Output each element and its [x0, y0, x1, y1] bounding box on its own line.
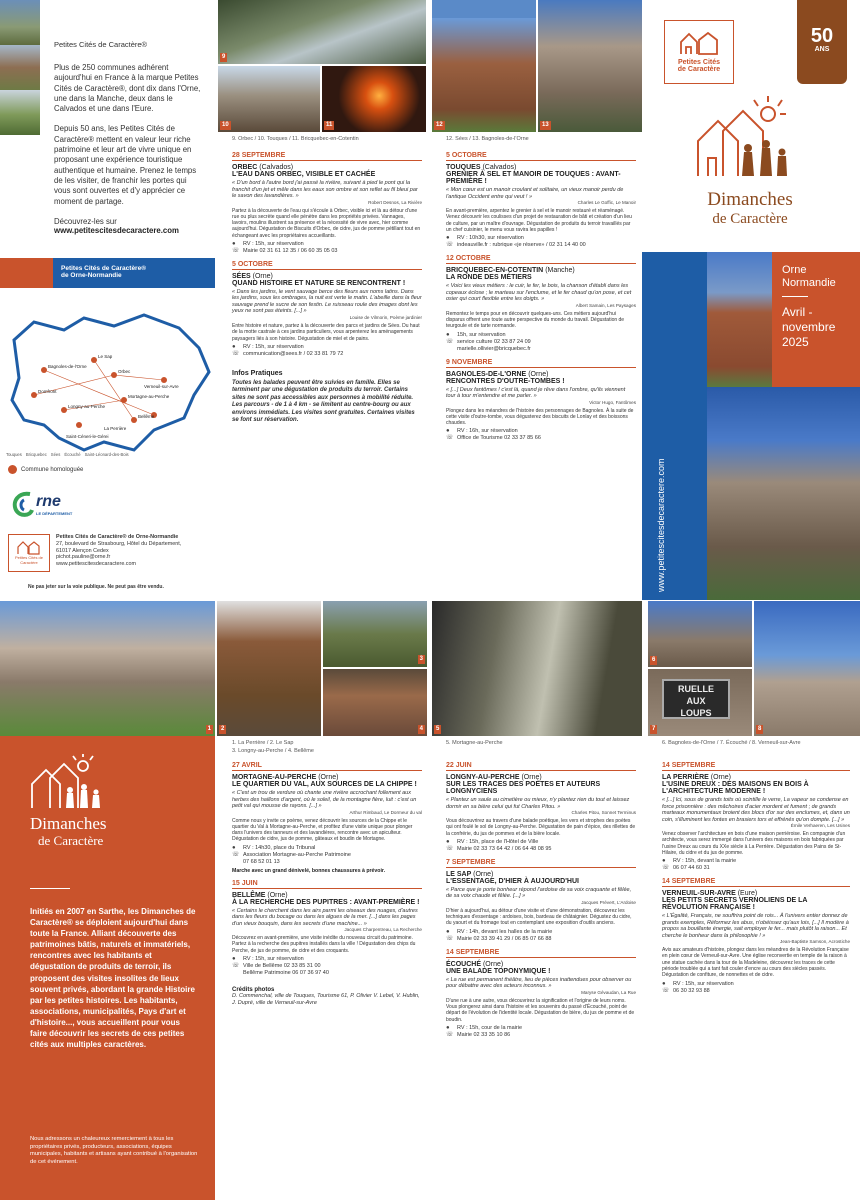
event-text: Venez observer l'architecture en bois d'une maison perriéroise. En compagnie d'un architecte, vous serez immergé dans l'univers des maisons en bois fabriquées par l'usine Dreux au cours du XXe siècle à La Perrière. Dégustation des Pains de St-Hilaire, du cidre et du jus de pomme. [662, 831, 846, 856]
location-pin-icon: ● [662, 858, 666, 865]
phone-icon: ☏ [446, 845, 454, 852]
map-town-5: Le Sap [98, 354, 113, 359]
event-date: 15 JUIN [232, 880, 422, 889]
event-date: 12 OCTOBRE [446, 255, 636, 264]
cover-brand-line1: Dimanches [707, 189, 793, 210]
houses-icon [17, 541, 41, 555]
event-quote: « L'Égalité, Français, ne souffrira point de rois... À l'univers entier donnez de grands exemples, Réformez les abus, n'obéissez qu'aux lois, [...] Il modère à propos sa bouillante énergie, sait employer le fer... mais plutôt la raison... Et cherche le bonheur dans la philosophie ! » [662, 913, 849, 939]
back-text: Initiés en 2007 en Sarthe, les Dimanches de Caractère® se déploient aujourd'hui dans toute la France. Alliant découverte des patrimoines bâtis, naturels et immatériels, rencontres avec les habitants et dégustation de produits de terroir, ils proposent des visites insolites de lieux souvent privés, abordant la grande Histoire par les petites histoires. Les habitants, associations, municipalités, Pays d'art et d'histoire..., vous accueillent pour vous faire découvrir les secrets de ces petites cités aux multiples caractères. [30, 907, 196, 1050]
event-rv: ● RV : 14h, devant les halles de la mairie [446, 928, 553, 935]
ruelle-aux-loups-sign: RUELLE AUX LOUPS [662, 679, 730, 719]
photo-number: 7 [652, 726, 656, 732]
photo-top-sky [432, 0, 536, 18]
orne-map [4, 300, 214, 460]
credits-text: D. Commenchal, ville de Touques, Tourisme 61, P. Olivier V. Lebel, V. Hublin, J. Dupré, ville de Verneuil-sur-Avre [232, 993, 420, 1007]
caption-bottom-1: 1. La Perrière / 2. Le Sap [232, 740, 294, 746]
photo-number: 4 [419, 726, 423, 732]
event-contact: ☏ Mairie 02 33 39 41 29 / 06 85 07 66 88 [446, 935, 552, 942]
cover-region1: Orne [782, 264, 807, 276]
event-contact: ☏ Office de Tourisme 02 33 37 85 66 [446, 435, 541, 442]
fifty-years-label: ANS [814, 46, 830, 53]
event-rv: ● RV : 15h, sur réservation [232, 343, 304, 350]
dimanches-illustration [688, 96, 798, 178]
cover-brand [680, 190, 820, 228]
photo-number: 5 [436, 726, 440, 732]
caption-bottom-4: 6. Bagnoles-de-l'Orne / 7. Écouché / 8. Verneuil-sur-Avre [662, 740, 801, 746]
photo-number: 12 [436, 122, 443, 128]
contact-url[interactable]: www.petitescitesdecaractere.com [56, 561, 136, 568]
pcc-logo-line2: de Caractère [677, 65, 721, 73]
map-band-line1: Petites Cités de Caractère® [61, 265, 146, 272]
event-quote: « Parce que je porte bonheur répond l'ardoise de sa voix craquante et fêlée, de sa voix chaude et fêlée. [...] » [446, 886, 632, 900]
map-town-9: Saint-Céneri-le-Gérei [66, 434, 109, 439]
event-rv: ● RV : 10h30, sur réservation [446, 235, 524, 242]
cover-vertical-url[interactable]: www.petitescitesdecaractere.com [656, 458, 666, 592]
map-town-7: Bagnoles-de-l'Orne [48, 364, 87, 369]
event-town: BRICQUEBEC-EN-COTENTIN (Manche) [446, 267, 575, 275]
location-pin-icon: ● [232, 956, 236, 963]
event-contact: ☏ communication@sees.fr / 02 33 81 79 72 [232, 350, 344, 357]
map-town-extra: Écouché [64, 452, 81, 457]
cover-divider [782, 296, 808, 297]
location-pin-icon: ● [446, 235, 450, 242]
column-far-right-bottom [662, 758, 850, 995]
location-pin-icon: ● [232, 343, 236, 350]
contact-org: Petites Cités de Caractère® de Orne-Normandie [56, 534, 179, 540]
map-town-2: Verneuil-sur-Avre [144, 384, 179, 389]
event-quote: « C'est un trou de verdure où chante une rivière accrochant follement aux herbes des haillons d'argent, où le soleil, de la montagne fière, luit : c'est un petit val qui mousse de rayons. [...] » [232, 790, 417, 809]
phone-icon: ☏ [662, 865, 670, 872]
event-text: En avant-première, arpentez le grenier à sel et le manoir restauré et réaménagé. Venez découvrir les coulisses d'un projet de restauration de bâti et création d'un lieu de culture, par un maître d'ouvrage. Dégustation de produits du terroir travaillés par un chef cuisinier, le menu vous ravira les papilles ! [446, 208, 632, 233]
photo-12 [432, 18, 536, 132]
map-extra-towns [6, 452, 211, 457]
column-right-top [446, 148, 636, 442]
phone-icon: ☏ [446, 1031, 454, 1038]
no-litter-note: Ne pas jeter sur la voie publique. Ne peut pas être vendu. [28, 584, 164, 590]
contact-addr1: 27, boulevard de Strasbourg, Hôtel du Département, [56, 540, 182, 547]
location-pin-icon: ● [446, 838, 450, 845]
column-right-bottom [446, 758, 636, 1039]
event-text: Découvrez en avant-première, une visite inédite du nouveau circuit du patrimoine. Partez à la recherche des pupitres installés dans la ville ! Dégustation des chips du Perche, de jus de pomme, de cidre et des croquants. [232, 935, 416, 954]
orne-logo-name: rne [36, 492, 61, 510]
photo-number: 10 [222, 122, 229, 128]
event-title: RENCONTRES D'OUTRE-TOMBES ! [446, 377, 565, 385]
photo-number[interactable]: 1 [207, 726, 211, 732]
phone-icon: ☏ [232, 247, 240, 254]
event-title: L'EAU DANS ORBEC, VISIBLE ET CACHÉE [232, 171, 376, 178]
event-author: Charles Le Goffic, Le Manoir [577, 200, 636, 205]
event-text: Comme nous y invite ce poème, venez découvrir les sources de la Chippe et le quartier du Val à Mortagne-au-Perche, et profitez d'une visite unique pour plonger dans l'univers des tanneurs et des lavandières, rencontre avec un apiculteur. Dégustation de cidre, jus de pomme, gâteaux et boudin de Mortagne. [232, 817, 413, 843]
event-title: LE QUARTIER DU VAL, AUX SOURCES DE LA CHIPPE ! [232, 781, 417, 788]
event-quote: « [...] Ici, sous de grands toits où scintille le verre, La vapeur se condense en force prisonnière : des mâchoires d'acier mordent et fument ; de grands marteaux monumentaux broient des blocs d'or sur des enclumes, et, dans un coin, s'illuminent les fontes en brasiers tors et effrénés qu'on dompte. [...] » [662, 797, 850, 823]
event-author: Jean-Baptiste Samson, Acrostiche [780, 939, 850, 945]
location-pin-icon: ● [232, 844, 236, 851]
event-contact: ☏ Mairie 02 33 35 10 86 [446, 1031, 511, 1038]
location-pin-icon: ● [446, 928, 450, 935]
map-town-extra: Sées [50, 452, 61, 457]
cover-period3: 2025 [782, 335, 809, 349]
event-town: VERNEUIL-SUR-AVRE (Eure) [662, 890, 758, 898]
event-text: Entre histoire et nature, partez à la découverte des parcs et jardins de Sées. Du haut de la motte castrale à ces jardins particuliers, vous arpenterez les aménagements paysagers liés à son histoire. Dégustation de miel et de pains. [232, 322, 420, 342]
map-town-8: La Perrière [104, 426, 127, 431]
event-author: Jacques Prévert, L'Ardoise [581, 899, 636, 905]
event-date: 22 JUIN [446, 762, 636, 771]
event-date: 27 AVRIL [232, 762, 422, 771]
cover-brand-line2: de Caractère [712, 211, 788, 227]
phone-icon: ☏ [446, 338, 454, 345]
phone-icon: ☏ [662, 987, 670, 994]
map-band-left [0, 258, 53, 288]
dimanches-logo-illustration [28, 754, 108, 810]
photo-number: 11 [326, 122, 333, 128]
legend-label: Commune homologuée [21, 466, 84, 473]
event-quote: « [...] Deux fantômes ! c'est là, quand je rêve dans l'ombre, qu'ils viennent tour à tour m'entendre et me parler. » [446, 386, 626, 400]
infos-pratiques-text: Toutes les balades peuvent être suivies en famille. Elles se terminent par une dégustation de produits du terroir. Certains sites ne sont pas accessibles aux personnes à mobilité réduite. Les parcours - de 1 à 4 km - se limitent au centre-bourg ou aux environs immédiats. Les visites sont gratuites. Certaines visites se font sur réservation. [232, 379, 415, 424]
event-author: Robert Desnos, La Rivière [368, 199, 422, 205]
map-town-extra: Bricquebec [25, 452, 47, 457]
event-text: Vous découvrirez au travers d'une balade poétique, les vers et strophes des poètes qui ont foulé le sol de Longny-au-Perche. Dégustation de pain d'épice, des rillettes de la confrérie, du jus de pommes et de la bière locale. [446, 818, 636, 837]
intro-p2: Depuis 50 ans, les Petites Cités de Caractère® mettent en valeur leur riche patrimoine et leur art de vivre unique en proposant une expérience touristique authentique et humaine. Prenez le temps de les visiter, de franchir les portes qui vous sont ouvertes et d'y apprécier ce moment de partage. [54, 124, 197, 206]
thumb-photo-top [0, 0, 40, 45]
event-phone: 07 68 52 01 13 [243, 858, 280, 865]
event-title: À LA RECHERCHE DES PUPITRES : AVANT-PREMIÈRE ! [232, 898, 420, 906]
event-contact: ☏ service culture 02 33 87 24 09 [446, 338, 531, 345]
event-quote: « Mon cœur est un manoir croulant et solitaire, un vieux manoir perdu de l'antique Occident entre qui veut ! » [446, 187, 624, 200]
event-quote: « D'un bord à l'autre bord j'ai passé la rivière, suivant à pied le pont qui la franchit d'un jet et mêle dans les eaux son ombre et son reflet au fil bleui par le savon des lavandières. » [232, 180, 418, 199]
caption-bottom-3: 5. Mortagne-au-Perche [446, 740, 503, 746]
location-pin-icon: ● [446, 428, 450, 435]
fifty-years-badge [797, 0, 847, 84]
event-town: SÉES (Orne) [232, 272, 273, 280]
infos-pratiques-title: Infos Pratiques [232, 369, 283, 377]
phone-icon: ☏ [446, 242, 454, 249]
cover-period1: Avril - [782, 305, 813, 319]
photo-6 [648, 601, 752, 667]
event-quote: « Plantez un saule au cimetière ou mieux, n'y plantez rien du tout et laissez dormir en sa bière celui qui fut Charles Pitou. » [446, 797, 630, 810]
photo-number: 13 [542, 122, 549, 128]
photo-5 [432, 601, 642, 736]
contact-email[interactable]: pichot.pauline@orne.fr [56, 554, 111, 561]
event-town: ÉCOUCHÉ (Orne) [446, 960, 504, 968]
event-text: D'une rue à une autre, vous découvrirez la signification et l'origine de leurs noms. Vous plongerez ainsi dans l'histoire et les souvenirs du passé d'Écouché, point de départ de l'évolution de l'identité locale. Dégustation de bière, du jus de pomme et de boudin. [446, 997, 635, 1023]
event-title: SUR LES TRACES DES POÈTES ET AUTEURS LONGNYCIENS [446, 781, 601, 795]
intro-p3: Découvrez-les sur [54, 216, 117, 226]
photo-cover-manor [707, 252, 772, 387]
event-date: 7 SEPTEMBRE [446, 859, 636, 868]
event-rv: ● RV : 15h, sur réservation [232, 956, 304, 963]
photo-8 [754, 601, 860, 736]
location-pin-icon: ● [446, 331, 450, 338]
event-author: Maryse Gévaudan, La Rue [581, 989, 636, 995]
back-brand-line2: de Caractère [38, 833, 104, 848]
event-quote: « Voici les vieux métiers : le cuir, le fer, le bois, la chanson d'établi dans les copeaux éclose ; le marteau sur l'enclume, et le fer chaud qu'on pose, et cet osier qui court flexible entre les doigts. » [446, 283, 632, 303]
event-title: L'ESSENTAGE, D'HIER À AUJOURD'HUI [446, 877, 579, 885]
event-title: QUAND HISTOIRE ET NATURE SE RENCONTRENT ! [232, 279, 406, 287]
photo-4 [323, 669, 427, 736]
caption-top-mid: 9. Orbec / 10. Touques / 11. Bricquebec-en-Cotentin [232, 136, 359, 142]
event-contact: ☏ 06 07 44 60 31 [662, 865, 710, 872]
map-band [53, 258, 215, 288]
location-pin-icon: ● [232, 240, 236, 247]
photo-11 [322, 66, 426, 132]
thumb-photo-village [0, 45, 40, 90]
event-rv: ● RV : 16h, sur réservation [446, 428, 518, 435]
event-date: 28 SEPTEMBRE [232, 152, 422, 161]
map-town-extra: Touques [6, 452, 22, 457]
column-mid-bottom [232, 758, 422, 1007]
event-author: Victor Hugo, Fantômes [589, 399, 636, 405]
event-quote: « Certains le cherchent dans les airs parmi les oiseaux des nuages, d'autres dans les fleurs du bocage ou dans les algues de la mer. [...] dans les pages d'un vieux bouquin, dans les secrets d'une machine... » [232, 907, 418, 927]
event-town: MORTAGNE-AU-PERCHE (Orne) [232, 774, 339, 781]
photo-number: 2 [221, 726, 225, 732]
intro-block [54, 40, 204, 235]
intro-title: Petites Cités de Caractère® [54, 40, 148, 49]
event-date: 14 SEPTEMBRE [662, 762, 850, 771]
phone-icon: ☏ [232, 963, 240, 970]
location-pin-icon: ● [662, 980, 666, 987]
photo-2 [217, 601, 321, 736]
event-town: LA PERRIÈRE (Orne) [662, 774, 731, 781]
legend-dot-icon [8, 465, 17, 474]
fifty-years-number: 50 [810, 25, 834, 47]
houses-icon [679, 32, 719, 56]
map-town-4: Mortagne-au-Perche [128, 394, 170, 399]
map-legend [8, 465, 83, 474]
photo-13 [538, 0, 642, 132]
event-town: BAGNOLES-DE-L'ORNE (Orne) [446, 370, 549, 378]
event-quote: « La rue est permanent théâtre, lieu de pièces inattendues pour observer ou pour débattre avec des acteurs inconnus. » [446, 976, 632, 990]
caption-bottom-2: 3. Longny-au-Perche / 4. Bellême [232, 748, 314, 754]
event-author: Émile Verhaeren, Les Usines [790, 823, 850, 828]
event-rv: ● RV : 14h30, place du Tribunal [232, 844, 316, 851]
event-author: Jacques Charpentreau, La Recherche [344, 927, 422, 933]
event-note: Marche avec un grand dénivelé, bonnes chaussures à prévoir. [232, 867, 386, 874]
event-date: 5 OCTOBRE [232, 261, 422, 270]
photo-cover-castle [707, 387, 860, 600]
cover-orange-box [772, 252, 860, 387]
event-contact: ☏ Mairie 02 33 73 64 42 / 06 64 48 08 95 [446, 845, 552, 852]
event-author: Charles Pitou, Sonnet Terminus [571, 810, 636, 815]
credits-title: Crédits photos [232, 987, 275, 994]
column-mid-top [232, 148, 422, 425]
photo-number: 8 [758, 726, 762, 732]
back-brand-line1: Dimanches [30, 814, 107, 833]
cover-blue-strip [642, 252, 707, 600]
event-rv: ● RV : 15h, sur réservation [662, 980, 734, 987]
photo-number: 3 [419, 656, 423, 662]
event-date: 9 NOVEMBRE [446, 359, 636, 368]
phone-icon: ☏ [446, 435, 454, 442]
orne-swirl-icon [10, 490, 36, 518]
orne-logo-sub: LE DÉPARTEMENT [36, 510, 73, 516]
back-thanks: Nous adressons un chaleureux remerciement à tous les propriétaires privés, producteurs, associations, équipes municipales, habitants et artisans ayant contribué à l'organisation de cet événement. [30, 1136, 198, 1165]
event-text: D'hier à aujourd'hui, au détour d'une visite et d'une démonstration, découvrez les techniques d'essentage : ardoises, bois, bardeau de châtaignier. Dégustez du cidre, du yaourt et du fromage tout en contemplant une exposition d'outils anciens. [446, 907, 632, 927]
intro-p1: Plus de 250 communes adhérent aujourd'hui en France à la marque Petites Cités de Caractère®, dont dix dans l'Orne, une dans la Manche, deux dans le Calvados et une dans l'Eure. [54, 63, 201, 114]
event-title: GRENIER À SEL ET MANOIR DE TOUQUES : AVANT-PREMIÈRE ! [446, 171, 621, 185]
event-phone: Bellême Patrimoine 06 07 36 97 40 [243, 970, 329, 977]
contact-block [8, 534, 213, 572]
event-author: Arthur Rimbaud, Le Dormeur du val [349, 809, 422, 815]
event-title: LA RONDE DES MÉTIERS [446, 274, 532, 282]
event-contact: ☏ 06 30 32 93 88 [662, 987, 710, 994]
event-author: Louise de Vilmorin, Poème jardinier [349, 314, 422, 320]
map-town-0: Domfront [38, 389, 57, 394]
back-divider [30, 888, 70, 889]
event-town: TOUQUES (Calvados) [446, 164, 517, 171]
event-text: Plongez dans les méandres de l'histoire des personnages de Bagnoles. À la suite de cette visite d'outre-tombe, vous dégusterez des biscuits de Lonlay et des boissons chaudes. [446, 407, 634, 427]
event-rv: ● RV : 15h, sur réservation [232, 240, 304, 247]
pcc-logo-box [664, 20, 734, 84]
map-town-extra: Saint-Léonard-des-Bois [84, 452, 129, 457]
event-quote: « Dans les jardins, le vent sauvage berce des fleurs aux noms latins. Dans les jardins, sous les ombrages, la nuit est verte le matin. L'abeille dans la fleur sauvage prend le sucre de son festin. Le ruisseau roule des images dont les yeux ne sont pas éteints. [...] » [232, 288, 422, 315]
event-contact: ☏ Mairie 02 31 61 12 35 / 06 60 35 05 03 [232, 247, 338, 254]
event-rv: ● 15h, sur réservation [446, 331, 506, 338]
event-rv: ● RV : 15h, place de l'Hôtel de Ville [446, 838, 539, 845]
event-contact: ☏ Association Mortagne-au-Perche Patrimoine [232, 851, 351, 858]
event-date: 14 SEPTEMBRE [446, 949, 636, 958]
event-text: Partez à la découverte de l'eau qui s'écoule à Orbec, visible ici et là au détour d'une rue ou plus secrète quand elle pénètre dans les propriétés privées. Vannages, lavoirs, moulins illustrent sa présence et la nécessité de vivre avec, hier comme aujourd'hui. Dégustation de Biscuits d'Orbec, de cidre, jus de pomme pétillant tout en échangeant avec les propriétaires accueillants. [232, 207, 421, 239]
caption-top-right: 12. Sées / 13. Bagnoles-de-l'Orne [446, 136, 529, 142]
pcc-logo-line1: Petites Cités [677, 58, 721, 66]
event-title: L'USINE DREUX : DES MAISONS EN BOIS À L'ARCHITECTURE MODERNE ! [662, 781, 809, 795]
event-town: LE SAP (Orne) [446, 870, 494, 878]
event-rv: ● RV : 15h, cour de la mairie [446, 1024, 523, 1031]
contact-addr2: 61017 Alençon Cedex [56, 547, 109, 554]
photo-1 [0, 601, 215, 736]
event-email[interactable]: marielle.ollivier@bricquebec.fr [457, 345, 531, 352]
event-contact: ☏ indeauville.fr : rubrique «je réserve» / 02 31 14 40 00 [446, 242, 586, 249]
photo-10 [218, 66, 320, 132]
event-author: Albert Samain, Les Paysages [575, 302, 636, 308]
map-band-line2: de Orne-Normandie [61, 272, 122, 279]
orne-logo [10, 490, 72, 518]
map-town-3: Longny-au-Perche [68, 404, 106, 409]
map-town-1: Orbec [118, 369, 131, 374]
intro-url[interactable]: www.petitescitesdecaractere.com [54, 225, 179, 235]
event-town: BELLÊME (Orne) [232, 891, 288, 899]
cover-region2: Normandie [782, 277, 836, 289]
photo-9 [218, 0, 426, 64]
event-contact: ☏ Ville de Bellême 02 33 85 31 00 [232, 963, 321, 970]
phone-icon: ☏ [232, 851, 240, 858]
photo-number: 6 [652, 657, 656, 663]
event-date: 5 OCTOBRE [446, 152, 636, 161]
contact-logo [8, 534, 50, 572]
event-rv: ● RV : 15h, devant la mairie [662, 858, 737, 865]
event-text: Avis aux amateurs d'histoire, plongez dans les méandres de la Révolution Française en plein cœur de Verneuil-sur-Avre. Une église reconvertie en temple de la raison à une statue cachée dans la tour de la Madeleine, découvrez les traces de cette période troublée qui a tant fait couler d'encre au cours des siècles passés. Dégustation de confiture, de nonnettes et de cidre. [662, 947, 849, 979]
contact-logo-text: Petites Cités de Caractère [14, 555, 43, 565]
event-town: LONGNY-AU-PERCHE (Orne) [446, 774, 542, 781]
back-panel [0, 736, 215, 1200]
cover-period2: novembre [782, 320, 836, 334]
phone-icon: ☏ [446, 935, 454, 942]
thumb-photo-landscape [0, 90, 40, 135]
event-title: LES PETITS SECRETS VERNOLIENS DE LA RÉVOLUTION FRANÇAISE ! [662, 897, 808, 912]
event-text: Remontez le temps pour en découvrir quelques-uns. Ces métiers aujourd'hui disparus offrent une toute autre perspective du monde du travail. Dégustation de teurgoule et de tarte normande. [446, 310, 625, 330]
event-date: 14 SEPTEMBRE [662, 878, 850, 887]
event-title: UNE BALADE TOPONYMIQUE ! [446, 967, 551, 975]
map-town-6: Bellême [138, 414, 155, 419]
photo-7 [648, 669, 752, 736]
location-pin-icon: ● [446, 1024, 450, 1031]
phone-icon: ☏ [232, 350, 240, 357]
event-town: ORBEC (Calvados) [232, 164, 294, 171]
photo-number: 9 [222, 54, 226, 60]
photo-3 [323, 601, 427, 667]
